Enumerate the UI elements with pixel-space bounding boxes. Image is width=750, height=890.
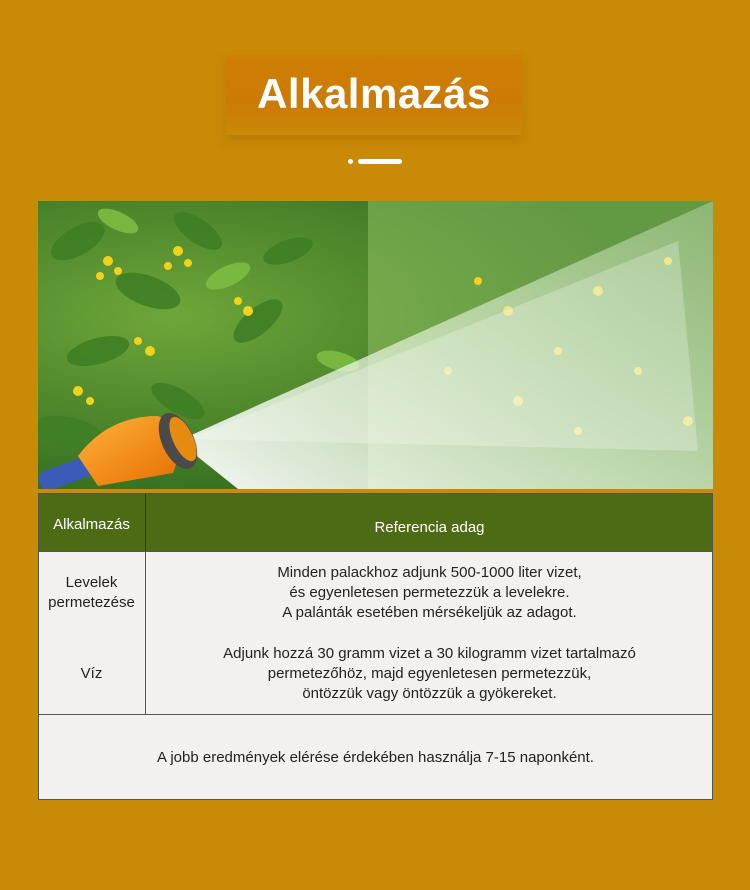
table-footer-row [38,715,713,800]
dosage-table [38,493,713,800]
header-reference-dose: Referencia adag [374,519,485,536]
row-dose-text [146,633,713,714]
garden-hose-spray-image [38,201,713,489]
row-dose-text [146,552,713,633]
name-line: Levelek [65,573,118,591]
usage-frequency-note: A jobb eredmények elérése érdekében használja 7-15 naponként. [157,748,594,766]
dose-line: Minden palackhoz adjunk 500-1000 liter vizet, [277,563,582,581]
decor-dot [348,159,353,164]
dose-line: A palánták esetében mérsékeljük az adagot. [282,603,577,621]
table-row [38,633,713,715]
page-title: Alkalmazás [257,70,491,117]
row-application-name: Víz [38,633,146,714]
dose-line: öntözzük vagy öntözzük a gyökereket. [302,684,557,702]
dose-line: Adjunk hozzá 30 gramm vizet a 30 kilogramm vizet tartalmazó [223,644,636,662]
decor-dash [358,159,402,164]
header-application: Alkalmazás [38,493,146,551]
dose-line: és egyenletesen permetezzük a levelekre. [289,583,570,601]
dose-line: permetezőhöz, majd egyenletesen permetezzük, [267,664,592,682]
row-application-name [38,552,146,633]
name-line: permetezése [48,593,135,611]
table-header [38,493,713,551]
table-row [38,551,713,634]
